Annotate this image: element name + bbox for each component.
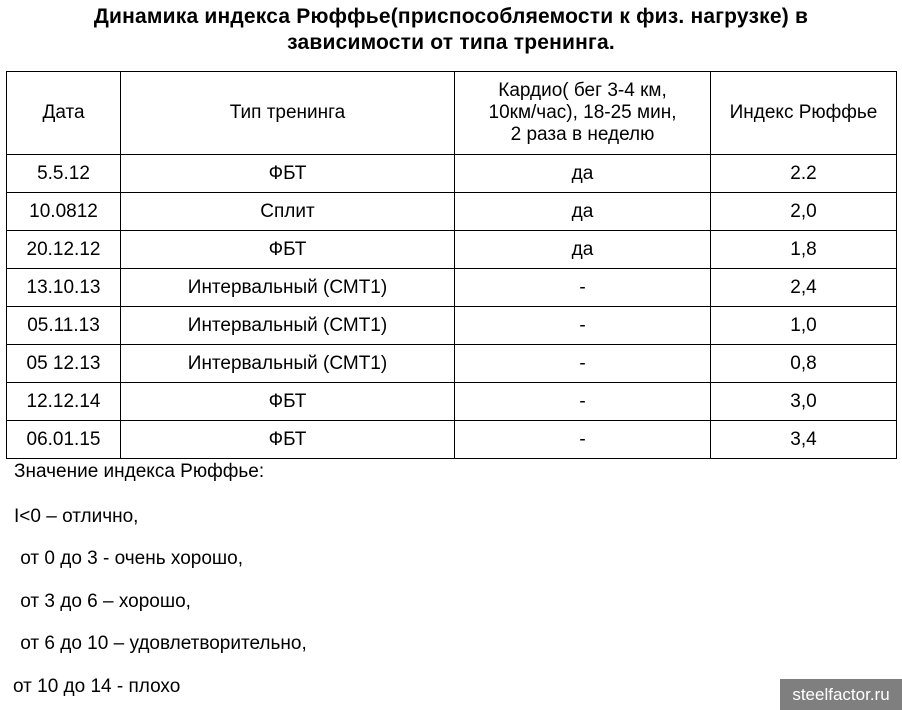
table-row [7, 345, 897, 383]
note-item: от 6 до 10 – удовлетворительно, [15, 633, 307, 654]
cell-type: Интервальный (СМТ1) [121, 307, 455, 345]
header-ruffier-index: Индекс Рюффье [711, 72, 897, 155]
cell-index: 2,0 [711, 193, 897, 231]
title-line-2: зависимости от типа тренинга. [287, 31, 615, 54]
cell-cardio: - [455, 383, 711, 421]
cell-cardio: да [455, 193, 711, 231]
cell-index: 2.2 [711, 155, 897, 193]
notes-heading: Значение индекса Рюффье: [14, 461, 265, 482]
cell-type: ФБТ [121, 383, 455, 421]
cell-cardio: - [455, 307, 711, 345]
cell-type: Интервальный (СМТ1) [121, 345, 455, 383]
cell-date: 5.5.12 [7, 155, 121, 193]
title-line-1-text: Динамика индекса Рюффье(приспособляемости к физ. нагрузке) в [93, 5, 809, 28]
cell-date: 13.10.13 [7, 269, 121, 307]
table-row [7, 269, 897, 307]
table-row [7, 193, 897, 231]
note-item: от 3 до 6 – хорошо, [15, 591, 191, 612]
note-item: от 10 до 14 - плохо [13, 676, 181, 697]
ruffier-table [6, 71, 897, 459]
header-date: Дата [7, 72, 121, 155]
cell-index: 2,4 [711, 269, 897, 307]
note-item: от 0 до 3 - очень хорошо, [15, 548, 243, 569]
cell-cardio: да [455, 231, 711, 269]
cell-type: Интервальный (СМТ1) [121, 269, 455, 307]
table-row [7, 307, 897, 345]
cell-date: 20.12.12 [7, 231, 121, 269]
table-header-row [7, 72, 897, 155]
title-line-1 [0, 4, 902, 30]
cell-type: Сплит [121, 193, 455, 231]
document-title [0, 4, 902, 56]
cell-index: 3,0 [711, 383, 897, 421]
cell-date: 05 12.13 [7, 345, 121, 383]
table-row [7, 231, 897, 269]
cell-cardio: - [455, 345, 711, 383]
cell-type: ФБТ [121, 231, 455, 269]
header-cardio-line-1: Кардио( бег 3-4 км, [498, 80, 667, 101]
cell-date: 06.01.15 [7, 421, 121, 459]
header-cardio-line-2: 10км/час), 18-25 мин, [488, 102, 677, 123]
cell-date: 05.11.13 [7, 307, 121, 345]
cell-cardio: да [455, 155, 711, 193]
table-row [7, 421, 897, 459]
cell-cardio: - [455, 269, 711, 307]
cell-index: 1,0 [711, 307, 897, 345]
cell-index: 0,8 [711, 345, 897, 383]
site-watermark: steelfactor.ru [780, 679, 902, 710]
note-item: I<0 – отлично, [14, 506, 139, 527]
table-row [7, 155, 897, 193]
cell-type: ФБТ [121, 155, 455, 193]
cell-date: 12.12.14 [7, 383, 121, 421]
cell-index: 1,8 [711, 231, 897, 269]
header-cardio [455, 72, 711, 155]
cell-date: 10.0812 [7, 193, 121, 231]
header-cardio-line-3: 2 раза в неделю [510, 124, 655, 145]
cell-cardio: - [455, 421, 711, 459]
header-training-type: Тип тренинга [121, 72, 455, 155]
cell-type: ФБТ [121, 421, 455, 459]
table-row [7, 383, 897, 421]
cell-index: 3,4 [711, 421, 897, 459]
